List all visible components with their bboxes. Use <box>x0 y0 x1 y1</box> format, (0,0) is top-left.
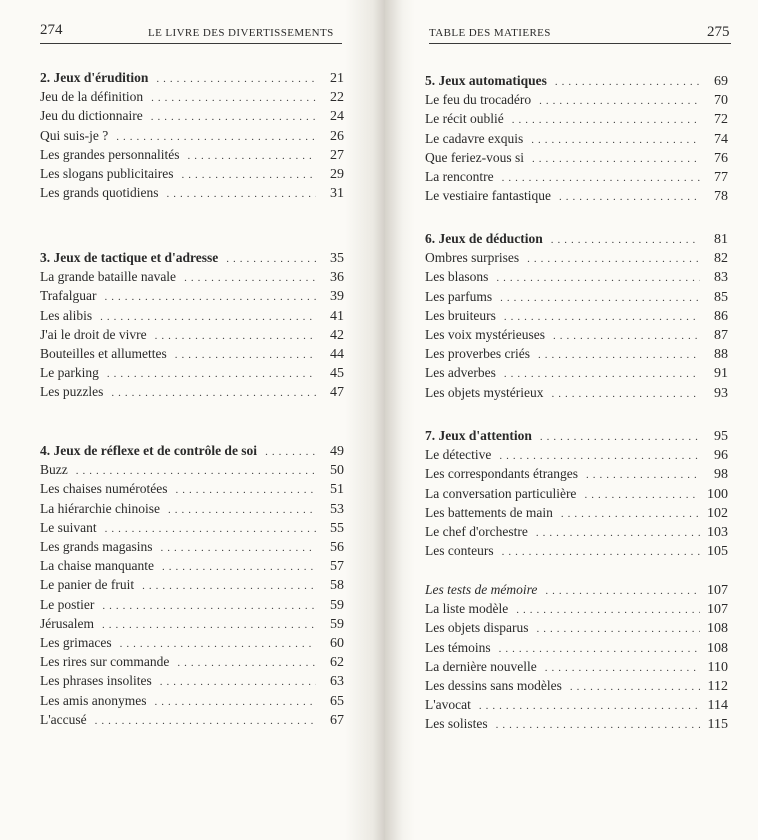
dot-leader <box>531 131 700 150</box>
dot-leader <box>500 289 700 308</box>
dot-leader <box>570 678 700 697</box>
entry-title: Les objets mystérieux <box>425 384 544 400</box>
toc-entry <box>425 464 728 485</box>
dot-leader <box>551 231 700 250</box>
entry-title: La hiérarchie chinoise <box>40 500 160 516</box>
page-number: 275 <box>707 24 730 40</box>
toc-entry <box>425 503 728 524</box>
page-reference: 50 <box>330 463 344 479</box>
toc-entry <box>425 344 728 365</box>
toc-entry <box>425 541 728 562</box>
page-reference: 114 <box>707 698 728 714</box>
page-reference: 96 <box>714 448 728 464</box>
toc-entry <box>40 595 344 616</box>
page-reference: 93 <box>714 385 728 401</box>
toc-entry <box>40 183 344 204</box>
toc-entry <box>425 714 728 735</box>
section-title: 7. Jeux d'attention <box>425 428 532 443</box>
page-reference: 21 <box>330 71 344 86</box>
toc-entry <box>40 267 344 288</box>
section-title: 5. Jeux automatiques <box>425 73 547 88</box>
page-reference: 78 <box>714 189 728 205</box>
toc-entry <box>40 671 344 692</box>
dot-leader <box>504 365 700 384</box>
entry-title: Bouteilles et allumettes <box>40 346 167 361</box>
dot-leader <box>561 505 700 524</box>
page-gutter-shadow <box>345 0 385 840</box>
page-reference: 35 <box>330 251 344 266</box>
section-heading <box>425 71 728 92</box>
entry-title: Les objets disparus <box>425 620 529 636</box>
toc-entry <box>425 167 728 188</box>
toc-entry <box>40 652 344 673</box>
toc-entry <box>425 383 728 404</box>
entry-title: Les slogans publicitaires <box>40 166 174 181</box>
toc-entry <box>425 186 728 207</box>
dot-leader <box>184 269 316 288</box>
toc-entry <box>40 575 344 596</box>
dot-leader <box>105 288 317 307</box>
entry-title: La rencontre <box>425 169 494 184</box>
dot-leader <box>499 640 700 659</box>
page-reference: 76 <box>714 150 728 166</box>
dot-leader <box>532 150 700 169</box>
dot-leader <box>160 673 316 692</box>
entry-title: Jeu du dictionnaire <box>40 108 143 124</box>
page-reference: 27 <box>330 147 344 163</box>
dot-leader <box>102 616 316 635</box>
toc-entry <box>425 657 728 678</box>
dot-leader <box>111 384 316 403</box>
toc-entry <box>425 638 728 659</box>
dot-leader <box>504 308 700 327</box>
entry-title: Le récit oublié <box>425 111 504 127</box>
toc-entry <box>425 109 728 130</box>
page-reference: 88 <box>714 347 728 363</box>
toc-entry <box>40 499 344 520</box>
entry-title: Les témoins <box>425 639 491 655</box>
toc-entry <box>40 537 344 558</box>
entry-title: Les phrases insolites <box>40 673 152 689</box>
page-reference: 47 <box>330 385 344 401</box>
toc-entry <box>425 287 728 308</box>
toc-entry <box>40 126 344 147</box>
page-reference: 49 <box>330 444 344 459</box>
running-head: TABLE DES MATIERES <box>429 27 551 39</box>
page-reference: 87 <box>714 328 728 343</box>
page-reference: 44 <box>330 347 344 362</box>
section-title: 6. Jeux de déduction <box>425 231 543 246</box>
section-title: 4. Jeux de réflexe et de contrôle de soi <box>40 443 258 458</box>
page-reference: 108 <box>707 621 728 637</box>
entry-title: La chaise manquante <box>40 558 154 574</box>
entry-title: Les alibis <box>40 307 93 323</box>
page-reference: 67 <box>330 712 344 728</box>
section-heading <box>40 68 344 89</box>
entry-title: Les conteurs <box>425 543 494 559</box>
page-reference: 74 <box>714 131 728 147</box>
entry-title: Le parking <box>40 365 99 381</box>
toc-entry <box>40 145 344 166</box>
page-reference: 59 <box>330 597 344 613</box>
dot-leader <box>181 166 316 185</box>
entry-title: Les parfums <box>425 288 493 304</box>
page-reference: 59 <box>330 616 344 632</box>
toc-entry <box>40 363 344 384</box>
toc-entry <box>425 363 728 384</box>
dot-leader <box>76 462 316 481</box>
dot-leader <box>162 558 316 577</box>
dot-leader <box>187 147 316 166</box>
page-reference: 39 <box>330 289 344 305</box>
page-reference: 72 <box>714 112 728 128</box>
toc-entry <box>425 148 728 169</box>
entry-title: La liste modèle <box>425 601 509 617</box>
dot-leader <box>100 308 316 327</box>
dot-leader <box>166 185 316 204</box>
page-reference: 60 <box>330 636 344 651</box>
page-reference: 63 <box>330 674 344 690</box>
dot-leader <box>142 577 316 596</box>
page-reference: 105 <box>707 544 728 560</box>
entry-title: Le chef d'orchestre <box>425 524 528 539</box>
entry-title: Qui suis-je ? <box>40 127 109 143</box>
entry-title: Buzz <box>40 462 68 478</box>
page-reference: 58 <box>330 578 344 594</box>
toc-entry <box>40 306 344 327</box>
dot-leader <box>496 716 700 735</box>
page-reference: 51 <box>330 482 344 498</box>
toc-entry <box>40 344 344 365</box>
toc-entry <box>425 522 728 543</box>
toc-entry <box>425 445 728 466</box>
page-reference: 22 <box>330 90 344 106</box>
page-reference: 115 <box>707 717 728 733</box>
entry-title: Les grands quotidiens <box>40 185 159 201</box>
toc-entry <box>40 556 344 577</box>
dot-leader <box>105 520 316 539</box>
page-reference: 81 <box>714 232 728 247</box>
entry-title: Le postier <box>40 596 95 612</box>
header-rule <box>429 43 731 44</box>
page-reference: 108 <box>707 640 728 656</box>
page-reference: 24 <box>330 109 344 125</box>
toc-entry <box>40 286 344 307</box>
dot-leader <box>102 597 316 616</box>
section-heading <box>425 580 728 601</box>
section-heading <box>425 426 728 447</box>
page-reference: 98 <box>714 467 728 483</box>
page-reference: 36 <box>330 270 344 286</box>
page-number: 274 <box>40 22 63 38</box>
dot-leader <box>539 92 700 111</box>
page-reference: 57 <box>330 559 344 575</box>
dot-leader <box>151 89 316 108</box>
entry-title: Les puzzles <box>40 384 104 400</box>
page-reference: 31 <box>330 186 344 202</box>
entry-title: Les correspondants étranges <box>425 466 578 482</box>
entry-title: Les dessins sans modèles <box>425 678 562 693</box>
header-rule <box>40 43 342 44</box>
page-reference: 112 <box>707 679 728 694</box>
page-reference: 53 <box>330 501 344 517</box>
dot-leader <box>540 428 700 447</box>
entry-title: Les bruiteurs <box>425 307 496 323</box>
entry-title: Les blasons <box>425 269 489 285</box>
entry-title: Les adverbes <box>425 365 496 381</box>
section-heading <box>425 229 728 250</box>
entry-title: Le panier de fruit <box>40 577 135 593</box>
dot-leader <box>545 659 700 678</box>
entry-title: La conversation particulière <box>425 485 577 501</box>
toc-entry <box>425 484 728 505</box>
toc-entry <box>40 710 344 731</box>
page-reference: 70 <box>714 93 728 109</box>
page-reference: 56 <box>330 540 344 555</box>
toc-entry <box>40 614 344 635</box>
entry-title: Les amis anonymes <box>40 692 147 708</box>
toc-entry <box>425 129 728 150</box>
dot-leader <box>499 447 700 466</box>
entry-title: Jeu de la définition <box>40 89 144 105</box>
page-reference: 85 <box>714 289 728 305</box>
page-reference: 55 <box>330 520 344 536</box>
toc-entry <box>40 518 344 539</box>
entry-title: La dernière nouvelle <box>425 658 537 674</box>
toc-entry <box>425 618 728 639</box>
dot-leader <box>584 486 700 505</box>
toc-entry <box>425 599 728 620</box>
dot-leader <box>226 250 316 269</box>
toc-entry <box>425 325 728 346</box>
page-reference: 110 <box>707 659 728 675</box>
toc-entry <box>40 87 344 108</box>
page-reference: 95 <box>714 429 728 444</box>
page-reference: 107 <box>707 583 728 598</box>
toc-entry <box>40 479 344 500</box>
dot-leader <box>116 128 316 147</box>
page-reference: 103 <box>707 525 728 540</box>
page-gutter-shadow <box>385 0 415 840</box>
entry-title: J'ai le droit de vivre <box>40 326 147 342</box>
section-heading <box>40 441 344 462</box>
section-title: 2. Jeux d'érudition <box>40 70 149 85</box>
page-reference: 102 <box>707 505 728 521</box>
dot-leader <box>168 501 316 520</box>
page-reference: 91 <box>714 366 728 382</box>
dot-leader <box>555 73 700 92</box>
entry-title: L'accusé <box>40 711 87 727</box>
dot-leader <box>155 327 316 346</box>
page-reference: 107 <box>707 602 728 618</box>
toc-entry <box>40 164 344 185</box>
page-reference: 86 <box>714 308 728 324</box>
dot-leader <box>154 693 316 712</box>
dot-leader <box>545 582 700 601</box>
entry-title: Les grimaces <box>40 635 112 650</box>
page-reference: 45 <box>330 366 344 382</box>
entry-title: Le cadavre exquis <box>425 130 524 146</box>
dot-leader <box>551 385 700 404</box>
toc-entry <box>425 90 728 111</box>
dot-leader <box>175 346 316 365</box>
toc-entry <box>40 106 344 127</box>
page-reference: 41 <box>330 308 344 324</box>
toc-entry <box>40 633 344 654</box>
dot-leader <box>536 524 700 543</box>
entry-title: Les grands magasins <box>40 539 153 554</box>
dot-leader <box>107 365 316 384</box>
entry-title: Les grandes personnalités <box>40 146 180 162</box>
dot-leader <box>151 108 316 127</box>
dot-leader <box>265 443 316 462</box>
section-title: Les tests de mémoire <box>425 582 538 597</box>
dot-leader <box>537 620 701 639</box>
entry-title: Le vestiaire fantastique <box>425 188 551 204</box>
page-reference: 65 <box>330 693 344 709</box>
running-head: LE LIVRE DES DIVERTISSEMENTS <box>148 27 334 39</box>
page-reference: 82 <box>714 251 728 267</box>
dot-leader <box>177 654 316 673</box>
section-heading <box>40 248 344 269</box>
dot-leader <box>479 697 700 716</box>
entry-title: Les proverbes criés <box>425 346 530 362</box>
dot-leader <box>502 169 700 188</box>
entry-title: Les rires sur commande <box>40 654 170 670</box>
page-reference: 83 <box>714 270 728 286</box>
dot-leader <box>512 111 700 130</box>
toc-entry <box>40 382 344 403</box>
entry-title: Trafalguar <box>40 288 97 304</box>
page-reference: 69 <box>714 74 728 89</box>
dot-leader <box>586 466 700 485</box>
dot-leader <box>527 250 700 269</box>
entry-title: Ombres surprises <box>425 250 520 266</box>
dot-leader <box>95 712 316 731</box>
toc-entry <box>40 325 344 346</box>
page-reference: 26 <box>330 128 344 144</box>
entry-title: Le feu du trocadéro <box>425 92 532 108</box>
entry-title: Les voix mystérieuses <box>425 327 545 342</box>
dot-leader <box>175 481 316 500</box>
dot-leader <box>516 601 700 620</box>
dot-leader <box>538 346 700 365</box>
page-reference: 62 <box>330 655 344 671</box>
dot-leader <box>156 70 316 89</box>
section-title: 3. Jeux de tactique et d'adresse <box>40 250 219 265</box>
dot-leader <box>160 539 316 558</box>
toc-entry <box>425 676 728 697</box>
entry-title: Que feriez-vous si <box>425 149 524 165</box>
entry-title: Les battements de main <box>425 504 553 520</box>
page-reference: 100 <box>707 486 728 502</box>
page-reference: 29 <box>330 167 344 182</box>
toc-entry <box>40 460 344 481</box>
page-reference: 42 <box>330 327 344 343</box>
dot-leader <box>559 188 700 207</box>
entry-title: Le suivant <box>40 519 97 535</box>
entry-title: La grande bataille navale <box>40 269 177 285</box>
dot-leader <box>502 543 700 562</box>
entry-title: Les solistes <box>425 716 488 732</box>
right-page <box>385 0 758 840</box>
entry-title: Le détective <box>425 447 492 463</box>
toc-entry <box>425 695 728 716</box>
dot-leader <box>120 635 316 654</box>
page-reference: 77 <box>714 170 728 185</box>
entry-title: Jérusalem <box>40 615 94 631</box>
dot-leader <box>496 269 700 288</box>
dot-leader <box>553 327 700 346</box>
entry-title: L'avocat <box>425 697 471 713</box>
entry-title: Les chaises numérotées <box>40 481 168 497</box>
toc-entry <box>40 691 344 712</box>
toc-entry <box>425 248 728 269</box>
toc-entry <box>425 267 728 288</box>
toc-entry <box>425 306 728 327</box>
